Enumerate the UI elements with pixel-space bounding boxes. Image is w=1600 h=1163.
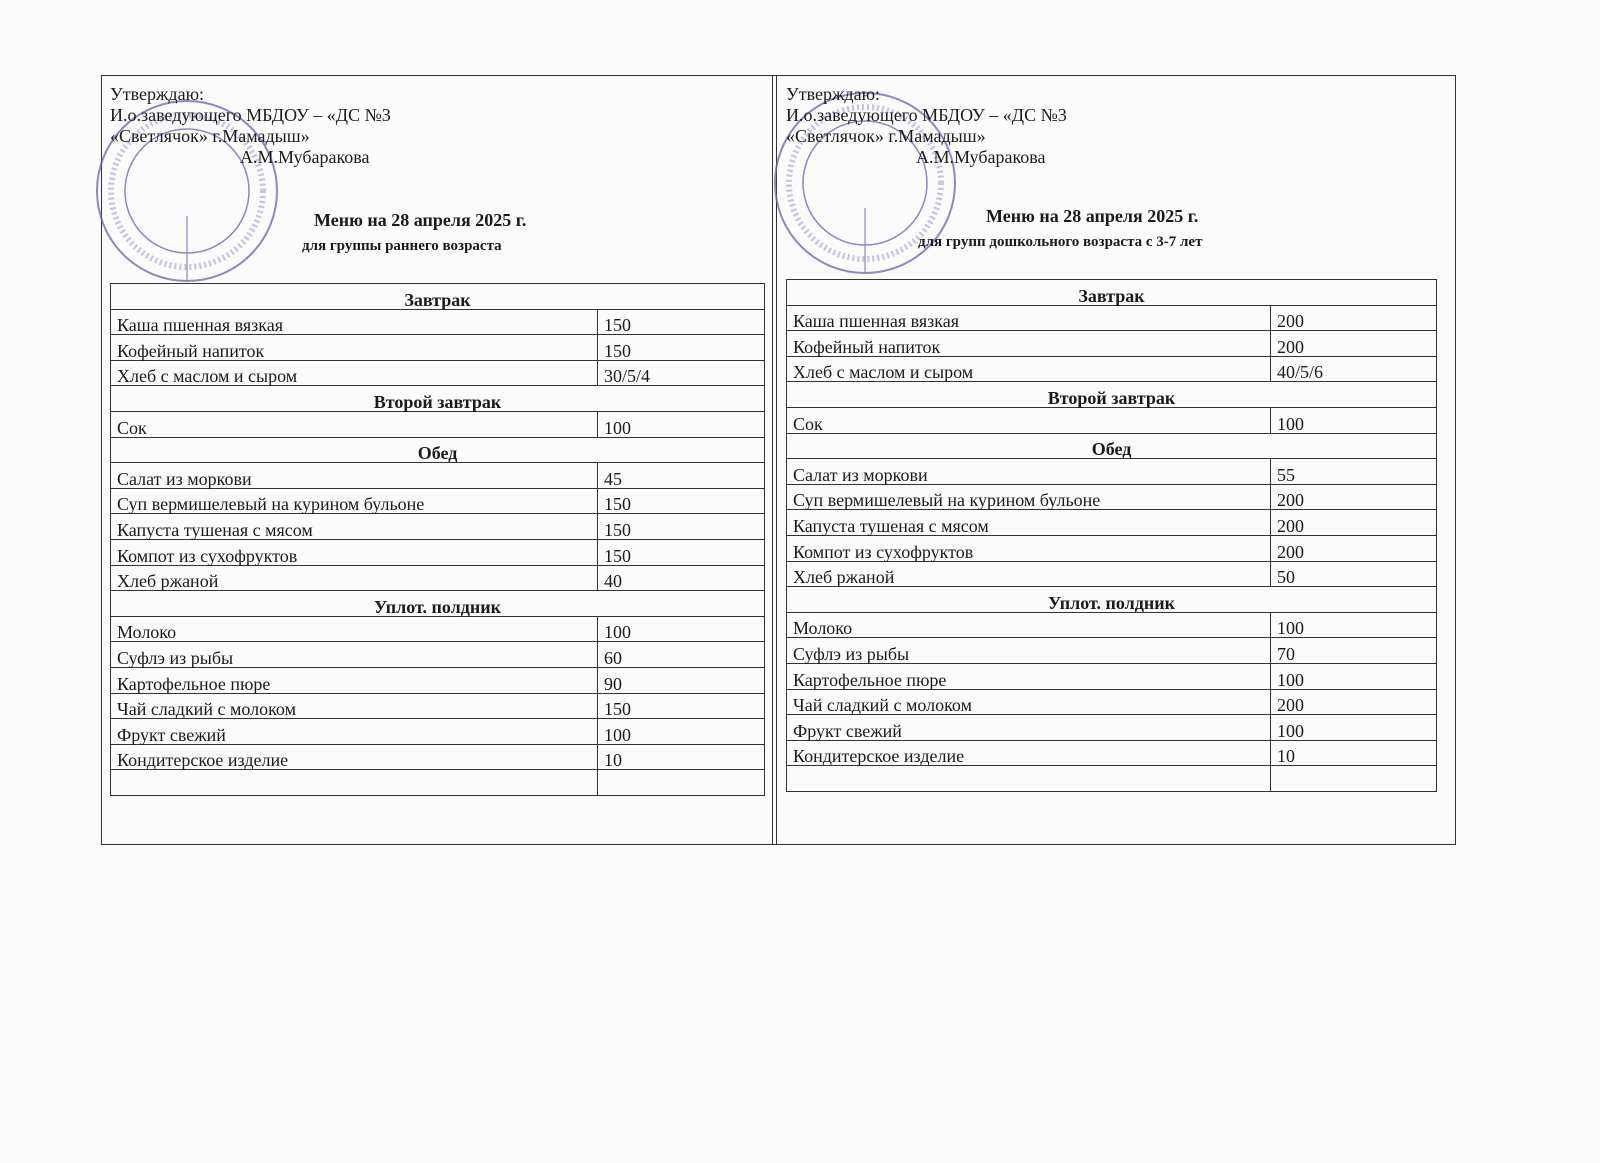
dish-name: Хлеб с маслом и сыром bbox=[111, 360, 598, 386]
portion-size: 150 bbox=[598, 693, 765, 719]
menu-title: Меню на 28 апреля 2025 г. bbox=[986, 206, 1199, 226]
dish-name: Капуста тушеная с мясом bbox=[787, 510, 1271, 536]
section-row bbox=[787, 587, 1437, 613]
portion-size: 70 bbox=[1271, 638, 1437, 664]
table-row bbox=[111, 642, 765, 668]
dish-name: Фрукт свежий bbox=[111, 719, 598, 745]
table-row bbox=[787, 612, 1437, 638]
table-row bbox=[787, 331, 1437, 357]
table-row bbox=[111, 565, 765, 591]
portion-size: 90 bbox=[598, 667, 765, 693]
table-row bbox=[111, 616, 765, 642]
table-row bbox=[787, 740, 1437, 766]
dish-name: Каша пшенная вязкая bbox=[787, 305, 1271, 331]
table-row bbox=[111, 463, 765, 489]
dish-name: Компот из сухофруктов bbox=[111, 539, 598, 565]
portion-size: 200 bbox=[1271, 689, 1437, 715]
portion-size: 200 bbox=[1271, 331, 1437, 357]
meal-section-title: Второй завтрак bbox=[787, 382, 1437, 408]
dish-name: Салат из моркови bbox=[111, 463, 598, 489]
meal-section-title: Завтрак bbox=[111, 284, 765, 310]
approve-label: Утверждаю: bbox=[786, 84, 881, 104]
table-row bbox=[111, 693, 765, 719]
dish-name: Картофельное пюре bbox=[111, 667, 598, 693]
table-row bbox=[787, 305, 1437, 331]
portion-size bbox=[1271, 766, 1437, 792]
portion-size: 40 bbox=[598, 565, 765, 591]
portion-size: 55 bbox=[1271, 459, 1437, 485]
institution-name: «Светлячок» г.Мамадыш» bbox=[786, 126, 986, 146]
section-row bbox=[787, 382, 1437, 408]
meal-section-title: Обед bbox=[111, 437, 765, 463]
dish-name: Сок bbox=[111, 411, 598, 437]
portion-size: 100 bbox=[1271, 612, 1437, 638]
portion-size: 150 bbox=[598, 488, 765, 514]
portion-size: 100 bbox=[598, 616, 765, 642]
dish-name: Молоко bbox=[111, 616, 598, 642]
table-row bbox=[787, 766, 1437, 792]
approve-label: Утверждаю: bbox=[110, 84, 205, 104]
dish-name bbox=[111, 770, 598, 796]
section-row bbox=[787, 280, 1437, 306]
dish-name: Суфлэ из рыбы bbox=[111, 642, 598, 668]
dish-name: Молоко bbox=[787, 612, 1271, 638]
approver-position: И.о.заведующего МБДОУ – «ДС №3 bbox=[786, 105, 1067, 125]
table-row bbox=[787, 663, 1437, 689]
approval-block bbox=[786, 84, 1067, 168]
table-row bbox=[787, 510, 1437, 536]
portion-size: 10 bbox=[1271, 740, 1437, 766]
table-row bbox=[111, 719, 765, 745]
portion-size bbox=[598, 770, 765, 796]
menu-subtitle: для группы раннего возраста bbox=[302, 238, 502, 254]
table-row bbox=[111, 770, 765, 796]
dish-name: Суп вермишелевый на курином бульоне bbox=[111, 488, 598, 514]
portion-size: 150 bbox=[598, 309, 765, 335]
dish-name: Фрукт свежий bbox=[787, 715, 1271, 741]
approver-name: А.М.Мубаракова bbox=[240, 147, 370, 167]
table-row bbox=[787, 459, 1437, 485]
dish-name: Сок bbox=[787, 407, 1271, 433]
table-row bbox=[787, 715, 1437, 741]
menu-title: Меню на 28 апреля 2025 г. bbox=[314, 210, 527, 230]
table-row bbox=[787, 689, 1437, 715]
portion-size: 150 bbox=[598, 514, 765, 540]
dish-name: Кондитерское изделие bbox=[111, 744, 598, 770]
dish-name: Капуста тушеная с мясом bbox=[111, 514, 598, 540]
meal-section-title: Второй завтрак bbox=[111, 386, 765, 412]
section-row bbox=[787, 433, 1437, 459]
section-row bbox=[111, 591, 765, 617]
approver-position: И.о.заведующего МБДОУ – «ДС №3 bbox=[110, 105, 391, 125]
table-row bbox=[787, 356, 1437, 382]
table-row bbox=[111, 488, 765, 514]
table-row bbox=[111, 335, 765, 361]
dish-name bbox=[787, 766, 1271, 792]
dish-name: Хлеб ржаной bbox=[787, 561, 1271, 587]
portion-size: 100 bbox=[1271, 715, 1437, 741]
menu-table bbox=[786, 279, 1437, 792]
table-row bbox=[787, 484, 1437, 510]
portion-size: 200 bbox=[1271, 535, 1437, 561]
portion-size: 10 bbox=[598, 744, 765, 770]
section-row bbox=[111, 284, 765, 310]
dish-name: Суфлэ из рыбы bbox=[787, 638, 1271, 664]
table-row bbox=[787, 407, 1437, 433]
table-row bbox=[111, 411, 765, 437]
menu-subtitle: для групп дошкольного возраста с 3-7 лет bbox=[918, 234, 1203, 250]
portion-size: 45 bbox=[598, 463, 765, 489]
table-row bbox=[787, 638, 1437, 664]
dish-name: Кондитерское изделие bbox=[787, 740, 1271, 766]
meal-section-title: Завтрак bbox=[787, 280, 1437, 306]
approver-name: А.М.Мубаракова bbox=[916, 147, 1046, 167]
portion-size: 200 bbox=[1271, 510, 1437, 536]
portion-size: 40/5/6 bbox=[1271, 356, 1437, 382]
portion-size: 60 bbox=[598, 642, 765, 668]
portion-size: 150 bbox=[598, 539, 765, 565]
dish-name: Хлеб с маслом и сыром bbox=[787, 356, 1271, 382]
section-row bbox=[111, 437, 765, 463]
dish-name: Картофельное пюре bbox=[787, 663, 1271, 689]
table-row bbox=[111, 744, 765, 770]
portion-size: 100 bbox=[598, 719, 765, 745]
portion-size: 100 bbox=[1271, 407, 1437, 433]
meal-section-title: Уплот. полдник bbox=[787, 587, 1437, 613]
dish-name: Суп вермишелевый на курином бульоне bbox=[787, 484, 1271, 510]
dish-name: Каша пшенная вязкая bbox=[111, 309, 598, 335]
portion-size: 150 bbox=[598, 335, 765, 361]
dish-name: Кофейный напиток bbox=[787, 331, 1271, 357]
dish-name: Чай сладкий с молоком bbox=[787, 689, 1271, 715]
table-row bbox=[111, 309, 765, 335]
table-row bbox=[111, 539, 765, 565]
table-row bbox=[787, 535, 1437, 561]
meal-section-title: Обед bbox=[787, 433, 1437, 459]
menu-table bbox=[110, 283, 765, 796]
portion-size: 100 bbox=[1271, 663, 1437, 689]
table-row bbox=[111, 360, 765, 386]
table-row bbox=[111, 667, 765, 693]
portion-size: 200 bbox=[1271, 484, 1437, 510]
portion-size: 30/5/4 bbox=[598, 360, 765, 386]
dish-name: Хлеб ржаной bbox=[111, 565, 598, 591]
table-row bbox=[111, 514, 765, 540]
dish-name: Кофейный напиток bbox=[111, 335, 598, 361]
approval-block bbox=[110, 84, 391, 168]
portion-size: 50 bbox=[1271, 561, 1437, 587]
dish-name: Салат из моркови bbox=[787, 459, 1271, 485]
dish-name: Компот из сухофруктов bbox=[787, 535, 1271, 561]
table-row bbox=[787, 561, 1437, 587]
institution-name: «Светлячок» г.Мамадыш» bbox=[110, 126, 310, 146]
portion-size: 200 bbox=[1271, 305, 1437, 331]
section-row bbox=[111, 386, 765, 412]
meal-section-title: Уплот. полдник bbox=[111, 591, 765, 617]
portion-size: 100 bbox=[598, 411, 765, 437]
dish-name: Чай сладкий с молоком bbox=[111, 693, 598, 719]
